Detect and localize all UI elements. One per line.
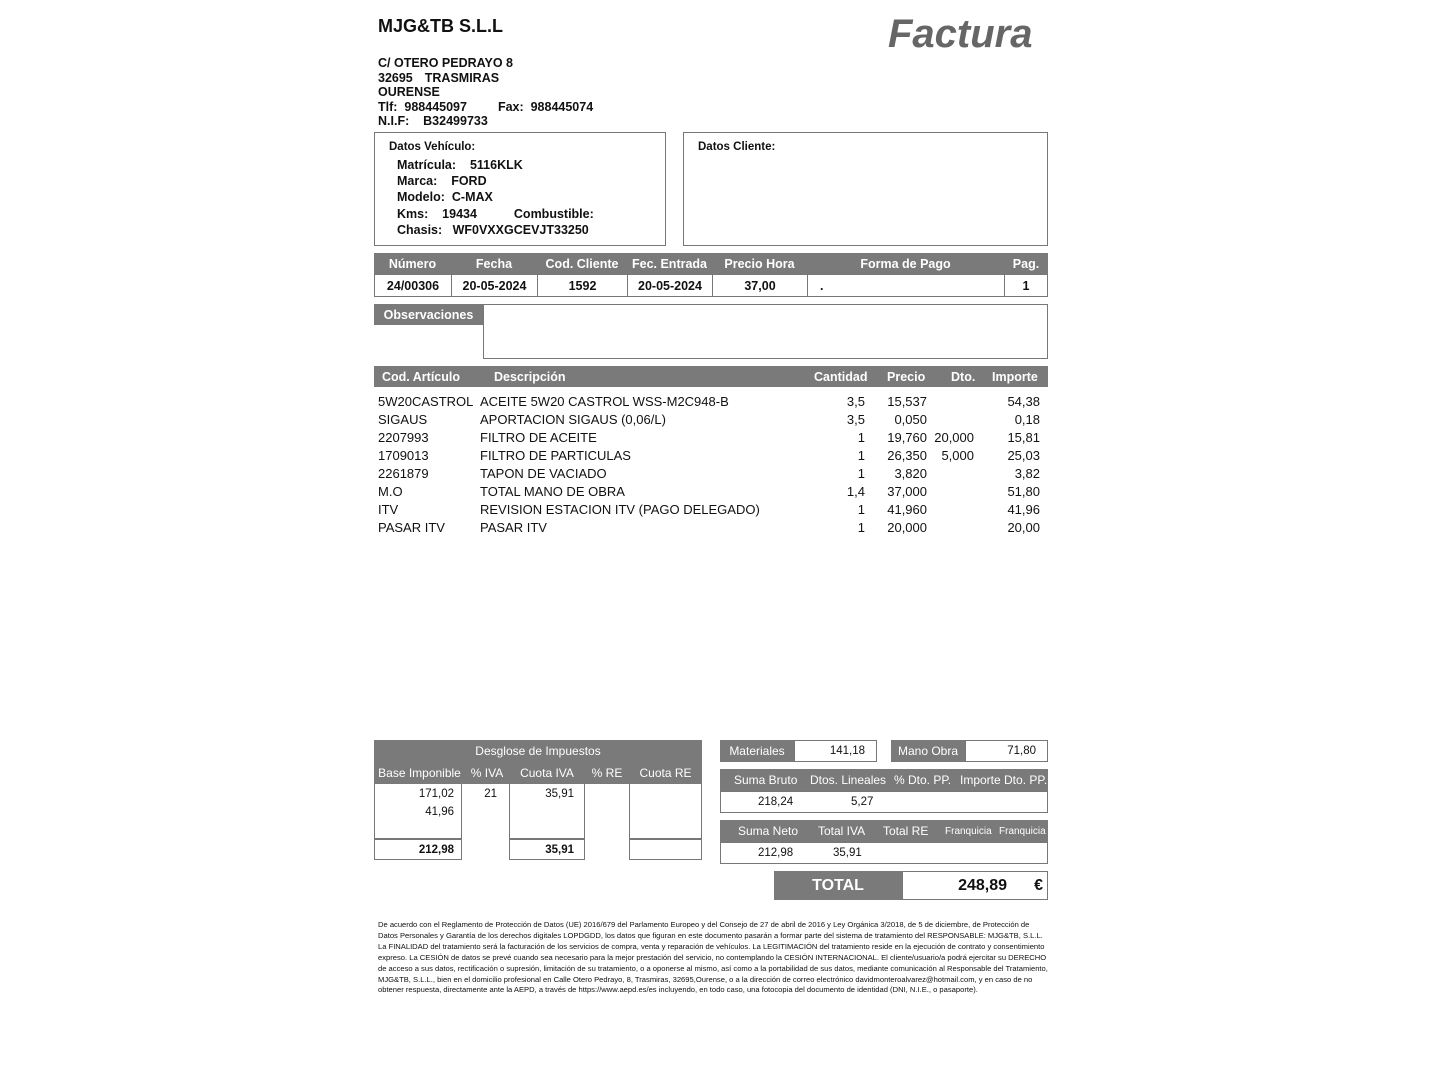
nif-label: N.I.F:: [378, 114, 410, 129]
items-header-description: Descripción: [494, 369, 566, 384]
item-quantity: 1: [857, 502, 865, 517]
materials-label: Materiales: [720, 740, 794, 762]
kms-value: 19434: [442, 207, 477, 221]
invoice-info-values: [374, 274, 1048, 297]
item-code: ITV: [378, 502, 399, 517]
tax-breakdown-totals: [374, 839, 702, 860]
invoice-date: 20-05-2024: [452, 275, 538, 296]
plate-label: Matrícula:: [397, 158, 457, 172]
line-discounts-value: 5,27: [851, 796, 874, 808]
item-code: 1709013: [378, 448, 429, 463]
tax-header-vat-amount: Cuota IVA: [520, 766, 574, 780]
vehicle-box-title: Datos Vehículo:: [389, 141, 476, 153]
company-phone-line: [378, 100, 593, 115]
info-header-hour-price: Precio Hora: [724, 256, 795, 271]
item-description: TOTAL MANO DE OBRA: [480, 484, 625, 499]
item-price: 19,760: [887, 430, 927, 445]
table-row: [374, 447, 1048, 465]
item-amount: 25,03: [1007, 448, 1040, 463]
gross-sum-value: 218,24: [758, 796, 794, 808]
info-header-payment: Forma de Pago: [860, 256, 951, 271]
company-province: OURENSE: [378, 85, 440, 100]
info-header-page: Pag.: [1012, 256, 1040, 271]
item-price: 41,960: [887, 502, 927, 517]
vehicle-data-box: [374, 132, 666, 246]
net-header-franchise-1: Franquicia: [945, 825, 992, 837]
tax-total-re: [629, 839, 702, 860]
company-city: TRASMIRAS: [424, 70, 500, 85]
table-row: [374, 483, 1048, 501]
items-header-code: Cod. Artículo: [382, 369, 461, 384]
gross-summary-values: [720, 791, 1048, 813]
item-price: 0,050: [894, 412, 927, 427]
items-header-discount: Dto.: [951, 369, 976, 384]
item-code: PASAR ITV: [378, 520, 445, 535]
tax-breakdown-body: [374, 784, 702, 839]
net-sum-value: 212,98: [758, 847, 794, 859]
item-description: FILTRO DE ACEITE: [480, 430, 597, 445]
item-description: REVISION ESTACION ITV (PAGO DELEGADO): [480, 502, 760, 517]
vehicle-chassis-row: [397, 223, 589, 237]
item-code: 5W20CASTROL: [378, 394, 474, 409]
model-label: Modelo:: [397, 190, 445, 204]
model-value: C-MAX: [451, 190, 493, 204]
fax-label: Fax:: [497, 99, 524, 114]
tax-vat-pct-1: 21: [484, 788, 497, 800]
entry-date: 20-05-2024: [628, 275, 713, 296]
table-row: [374, 501, 1048, 519]
info-header-number: Número: [388, 256, 437, 271]
tax-header-vat-pct: % IVA: [470, 766, 504, 780]
gross-header-line-discounts: Dtos. Lineales: [810, 773, 887, 787]
tax-breakdown-header: [374, 740, 702, 784]
items-header-quantity: Cantidad: [814, 369, 868, 384]
company-city-line: [378, 71, 593, 86]
item-amount: 0,18: [1014, 412, 1040, 427]
net-header-re: Total RE: [883, 824, 929, 838]
table-row: [374, 393, 1048, 411]
item-price: 37,000: [887, 484, 927, 499]
item-discount: 20,000: [934, 430, 974, 445]
info-header-client-code: Cod. Cliente: [545, 256, 619, 271]
total-vat-value: 35,91: [833, 847, 862, 859]
chassis-label: Chasis:: [397, 223, 443, 237]
gross-header-pp-pct: % Dto. PP.: [894, 773, 952, 787]
table-row: [374, 429, 1048, 447]
item-description: FILTRO DE PARTICULAS: [480, 448, 631, 463]
item-discount: 5,000: [941, 448, 974, 463]
total-box: [902, 871, 1048, 900]
info-header-entry-date: Fec. Entrada: [631, 256, 708, 271]
hour-price: 37,00: [713, 275, 808, 296]
company-name: MJG&TB S.L.L: [378, 16, 503, 36]
kms-label: Kms:: [397, 207, 429, 221]
item-quantity: 1,4: [846, 484, 865, 499]
item-amount: 3,82: [1014, 466, 1040, 481]
tax-header-base: Base Imponible: [378, 766, 461, 780]
tax-header-re-amount: Cuota RE: [639, 766, 692, 780]
tax-vat-amount-1: 35,91: [545, 788, 574, 800]
nif-value: B32499733: [423, 114, 488, 129]
info-header-date: Fecha: [475, 256, 513, 271]
client-code: 1592: [538, 275, 628, 296]
page-number: 1: [1022, 278, 1030, 293]
table-row: [374, 465, 1048, 483]
vehicle-model-row: [397, 190, 493, 204]
item-code: 2261879: [378, 466, 429, 481]
currency-symbol: €: [1034, 877, 1043, 894]
tax-header-re-pct: % RE: [591, 766, 623, 780]
gross-header-pp-amount: Importe Dto. PP.: [960, 773, 1048, 787]
item-code: SIGAUS: [378, 412, 428, 427]
labour-value: 71,80: [965, 740, 1048, 762]
item-amount: 20,00: [1007, 520, 1040, 535]
tax-breakdown-title: Desglose de Impuestos: [475, 744, 601, 758]
net-summary-values: [720, 842, 1048, 864]
items-table-header: [374, 366, 1048, 387]
tax-base-2: 41,96: [425, 806, 454, 818]
tlf-label: Tlf:: [378, 99, 398, 114]
brand-value: FORD: [451, 174, 487, 188]
vehicle-brand-row: [397, 174, 487, 188]
invoice-number: 24/00306: [375, 275, 452, 296]
tax-col-base: [374, 784, 462, 839]
document-title: Factura: [888, 12, 1033, 56]
tax-total-vat: 35,91: [509, 839, 585, 860]
item-price: 26,350: [887, 448, 927, 463]
total-label: TOTAL: [774, 871, 902, 900]
plate-value: 5116KLK: [469, 158, 523, 172]
net-summary-header: [720, 820, 1048, 842]
item-price: 15,537: [887, 394, 927, 409]
labour-label: Mano Obra: [891, 740, 965, 762]
fuel-label: Combustible:: [513, 207, 594, 221]
net-header-sum: Suma Neto: [738, 824, 799, 838]
company-nif-line: [378, 114, 593, 129]
tax-col-re-pct: [585, 784, 629, 839]
item-code: 2207993: [378, 430, 429, 445]
tlf-value: 988445097: [404, 99, 467, 114]
item-amount: 41,96: [1007, 502, 1040, 517]
item-description: ACEITE 5W20 CASTROL WSS-M2C948-B: [480, 394, 729, 409]
item-amount: 54,38: [1007, 394, 1040, 409]
net-header-vat: Total IVA: [818, 824, 866, 838]
item-quantity: 1: [857, 520, 865, 535]
item-price: 3,820: [894, 466, 927, 481]
item-price: 20,000: [887, 520, 927, 535]
brand-label: Marca:: [397, 174, 438, 188]
company-address-block: [378, 56, 593, 129]
item-quantity: 1: [857, 466, 865, 481]
table-row: [374, 519, 1048, 537]
item-code: M.O: [378, 484, 403, 499]
client-data-box: [683, 132, 1048, 246]
item-amount: 51,80: [1007, 484, 1040, 499]
item-description: PASAR ITV: [480, 520, 547, 535]
company-street: C/ OTERO PEDRAYO 8: [378, 56, 513, 70]
gross-header-sum: Suma Bruto: [734, 773, 798, 787]
items-header-amount: Importe: [992, 369, 1038, 384]
item-quantity: 1: [857, 448, 865, 463]
gross-summary-header: [720, 769, 1048, 791]
table-row: [374, 411, 1048, 429]
tax-base-1: 171,02: [418, 788, 454, 800]
item-description: APORTACION SIGAUS (0,06/L): [480, 412, 666, 427]
legal-notice: De acuerdo con el Reglamento de Protección de Datos (UE) 2016/679 del Parlamento Europeo y del Consejo de 27 de abril de 2016 y Ley Orgánica 3/2018, de 5 de diciembre, de Protección de Datos Personales y Garantía de los derechos digitales LOPDGDD, los datos que figuran en este documento pasarán a formar parte del sistema de tratamiento del RESPONSABLE: MJG&TB, S.L.L. La FINALIDAD del tratamiento será la facturación de los servicios de compra, venta y reparación de vehículos. La LEGITIMACIÓN del tratamiento reside en la ejecución de contrato y consentimiento expreso. La CESIÓN de datos se prevé cuando sea necesario para la mejor prestación del servicio, no contemplando la CESIÓN INTERNACIONAL. El cliente/usuario/a podrá ejercitar su DERECHO de acceso a sus datos, rectificación o supresión, limitación de su tratamiento, o a oponerse al mismo, así como a la portabilidad de sus datos, mediante comunicación al Responsable del Tratamiento, MJG&TB, S.L.L., bien en el domicilio profesional en Calle Otero Pedrayo, 8, Trasmiras, 32695,Ourense, o a la dirección de correo electrónico davidmonteroalvarez@hotmail.com, y en caso de no obtener respuesta, directamente ante la AEPD, a través de https://www.aepd.es/es incluyendo, en todo caso, una fotocopia del documento de identidad (DNI, N.I.E., o pasaporte).: [378, 920, 1048, 995]
company-postal-code: 32695: [378, 70, 413, 85]
materials-value: 141,18: [794, 740, 877, 762]
tax-col-vat-pct: [462, 784, 509, 839]
tax-col-re-amount: [629, 784, 702, 839]
item-amount: 15,81: [1007, 430, 1040, 445]
net-header-franchise-2: Franquicia: [999, 825, 1046, 837]
observations-box: [483, 304, 1048, 359]
items-table: [374, 393, 1048, 537]
item-description: TAPON DE VACIADO: [480, 466, 607, 481]
vehicle-kms-row: [397, 207, 594, 221]
item-quantity: 3,5: [846, 394, 865, 409]
item-quantity: 1: [857, 430, 865, 445]
fax-value: 988445074: [530, 99, 594, 114]
chassis-value: WF0VXXGCEVJT33250: [452, 223, 589, 237]
invoice-info-header: [374, 253, 1048, 274]
client-box-title: Datos Cliente:: [698, 141, 776, 153]
total-value: 248,89: [958, 877, 1007, 894]
items-header-price: Precio: [887, 369, 926, 384]
item-quantity: 3,5: [846, 412, 865, 427]
observations-label: Observaciones: [374, 304, 483, 325]
payment-method: .: [808, 275, 1005, 296]
tax-total-base: 212,98: [374, 839, 462, 860]
tax-col-vat-amount: [509, 784, 585, 839]
vehicle-plate-row: [397, 158, 523, 172]
